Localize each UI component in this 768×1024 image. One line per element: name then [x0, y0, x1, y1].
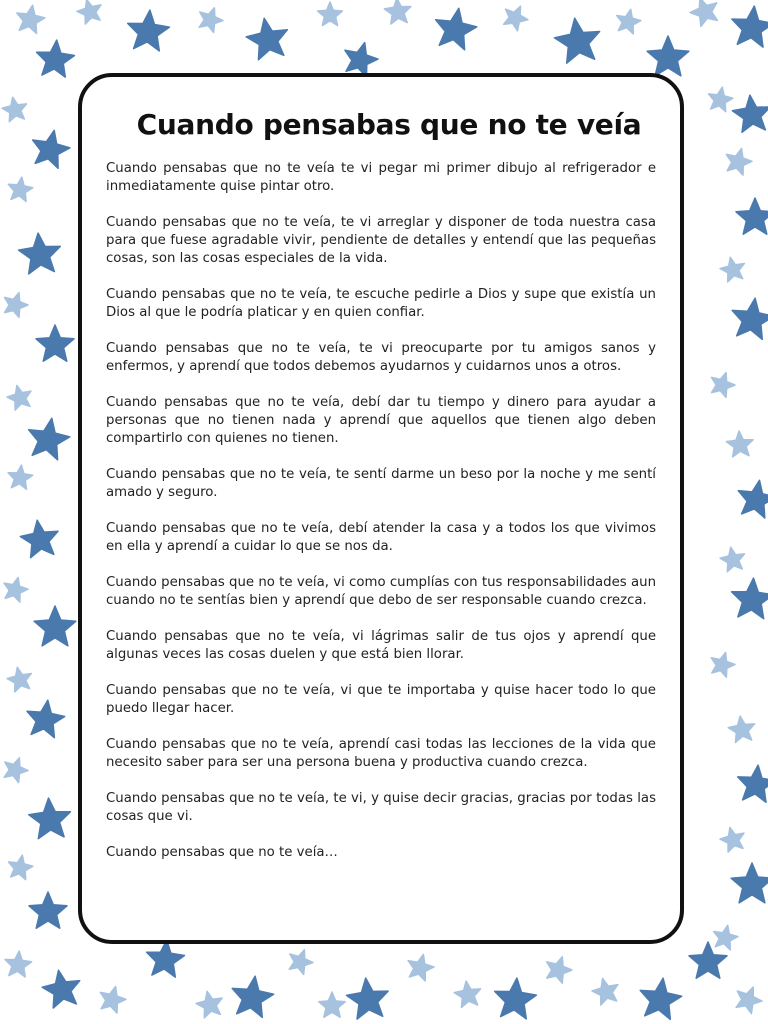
- stanza: Cuando pensabas que no te veía, debí atender la casa y a todos los que vivimos en ella y aprendí a cuidar lo que se nos da.: [106, 521, 656, 554]
- star-icon: [720, 547, 744, 572]
- poem-body: [106, 160, 656, 862]
- star-icon: [128, 10, 170, 51]
- star-icon: [504, 6, 528, 31]
- star-icon: [36, 325, 74, 361]
- star-icon: [7, 667, 31, 692]
- stanza: Cuando pensabas que no te veía, vi lágrimas salir de tus ojos y aprendí que algunas veces las cosas duelen y que está bien llorar.: [106, 629, 656, 662]
- star-icon: [29, 418, 70, 460]
- star-icon: [347, 978, 389, 1019]
- star-icon: [720, 257, 744, 282]
- stanza: Cuando pensabas que no te veía, te vi, y quise decir gracias, gracias por todas las cosas que vi.: [106, 791, 656, 824]
- star-icon: [728, 716, 754, 742]
- stanza: Cuando pensabas que no te veía…: [106, 845, 338, 860]
- star-icon: [689, 942, 727, 978]
- star-icon: [345, 43, 378, 77]
- star-icon: [711, 653, 735, 678]
- star-icon: [8, 177, 33, 201]
- star-icon: [554, 18, 599, 63]
- star-icon: [495, 978, 537, 1019]
- star-icon: [726, 431, 753, 457]
- star-icon: [33, 130, 70, 168]
- star-icon: [647, 36, 689, 76]
- star-icon: [246, 18, 287, 60]
- star-icon: [2, 97, 26, 122]
- star-icon: [29, 798, 71, 839]
- star-icon: [27, 700, 65, 738]
- star-icon: [736, 987, 762, 1014]
- star-icon: [319, 992, 346, 1017]
- star-icon: [454, 981, 480, 1007]
- star-icon: [726, 149, 752, 176]
- star-icon: [709, 87, 733, 112]
- stanza: Cuando pensabas que no te veía, aprendí casi todas las lecciones de la vida que necesito saber para ser una persona buena y productiva cuando crezca.: [106, 737, 656, 770]
- stanza: Cuando pensabas que no te veía, te escuche pedirle a Dios y supe que existía un Dios al que le podría platicar y en quien confiar.: [106, 287, 656, 320]
- star-icon: [17, 5, 45, 33]
- star-icon: [732, 95, 768, 132]
- star-icon: [732, 578, 768, 619]
- star-icon: [712, 373, 736, 398]
- stanza: Cuando pensabas que no te veía, te sentí darme un beso por la noche y me sentí amado y seguro.: [106, 467, 656, 500]
- star-icon: [408, 954, 434, 981]
- star-icon: [738, 765, 768, 802]
- star-icon: [436, 8, 477, 50]
- star-icon: [29, 892, 67, 928]
- star-icon: [147, 940, 185, 977]
- star-icon: [547, 957, 572, 984]
- star-icon: [8, 465, 33, 489]
- star-icon: [720, 827, 744, 852]
- star-icon: [318, 2, 343, 26]
- star-icon: [9, 855, 33, 880]
- star-icon: [731, 863, 768, 903]
- star-icon: [20, 520, 58, 558]
- stanza: Cuando pensabas que no te veía, te vi preocuparte por tu amigos sanos y enfermos, y aprendí que todos debemos ayudarnos y cuidarnos unos a otros.: [106, 341, 656, 374]
- star-icon: [42, 970, 79, 1008]
- star-icon: [736, 198, 768, 234]
- star-icon: [690, 0, 717, 26]
- star-icon: [199, 8, 223, 33]
- star-icon: [4, 758, 28, 783]
- star-icon: [4, 577, 28, 602]
- star-icon: [640, 978, 682, 1019]
- star-icon: [100, 987, 126, 1014]
- stanza: Cuando pensabas que no te veía, vi como cumplías con tus responsabilidades aun cuando no te sentías bien y aprendí que debo de ser responsable cuando crezca.: [106, 575, 656, 608]
- star-icon: [19, 233, 61, 274]
- star-icon: [617, 9, 641, 34]
- stanza: Cuando pensabas que no te veía, vi que te importaba y quise hacer todo lo que puedo llegar hacer.: [106, 683, 656, 716]
- stanza: Cuando pensabas que no te veía, debí dar tu tiempo y dinero para ayudar a personas que no tienen nada y aprendí que aquellos que tienen algo deben compartirlo con quienes no tienen.: [106, 395, 656, 446]
- star-icon: [289, 950, 313, 975]
- page-title: Cuando pensabas que no te veía: [136, 108, 642, 141]
- star-icon: [5, 951, 32, 977]
- star-icon: [732, 6, 768, 47]
- star-icon: [714, 925, 738, 950]
- star-icon: [37, 40, 75, 77]
- stanza: Cuando pensabas que no te veía te vi pegar mi primer dibujo al refrigerador e inmediatamente quise pintar otro.: [106, 161, 656, 194]
- star-icon: [196, 991, 222, 1018]
- star-icon: [732, 298, 768, 339]
- stanza: Cuando pensabas que no te veía, te vi arreglar y disponer de toda nuestra casa para que fuese agradable vivir, pendiente de detalles y entendí que las pequeñas cosas, son las cosas especiales de la vida.: [106, 215, 656, 266]
- star-icon: [77, 0, 101, 24]
- poem-card: [78, 73, 684, 944]
- star-icon: [34, 606, 76, 646]
- star-icon: [7, 385, 31, 410]
- star-icon: [5, 293, 29, 318]
- star-icon: [738, 480, 768, 518]
- star-icon: [232, 976, 274, 1017]
- star-icon: [384, 0, 411, 24]
- star-icon: [592, 978, 618, 1005]
